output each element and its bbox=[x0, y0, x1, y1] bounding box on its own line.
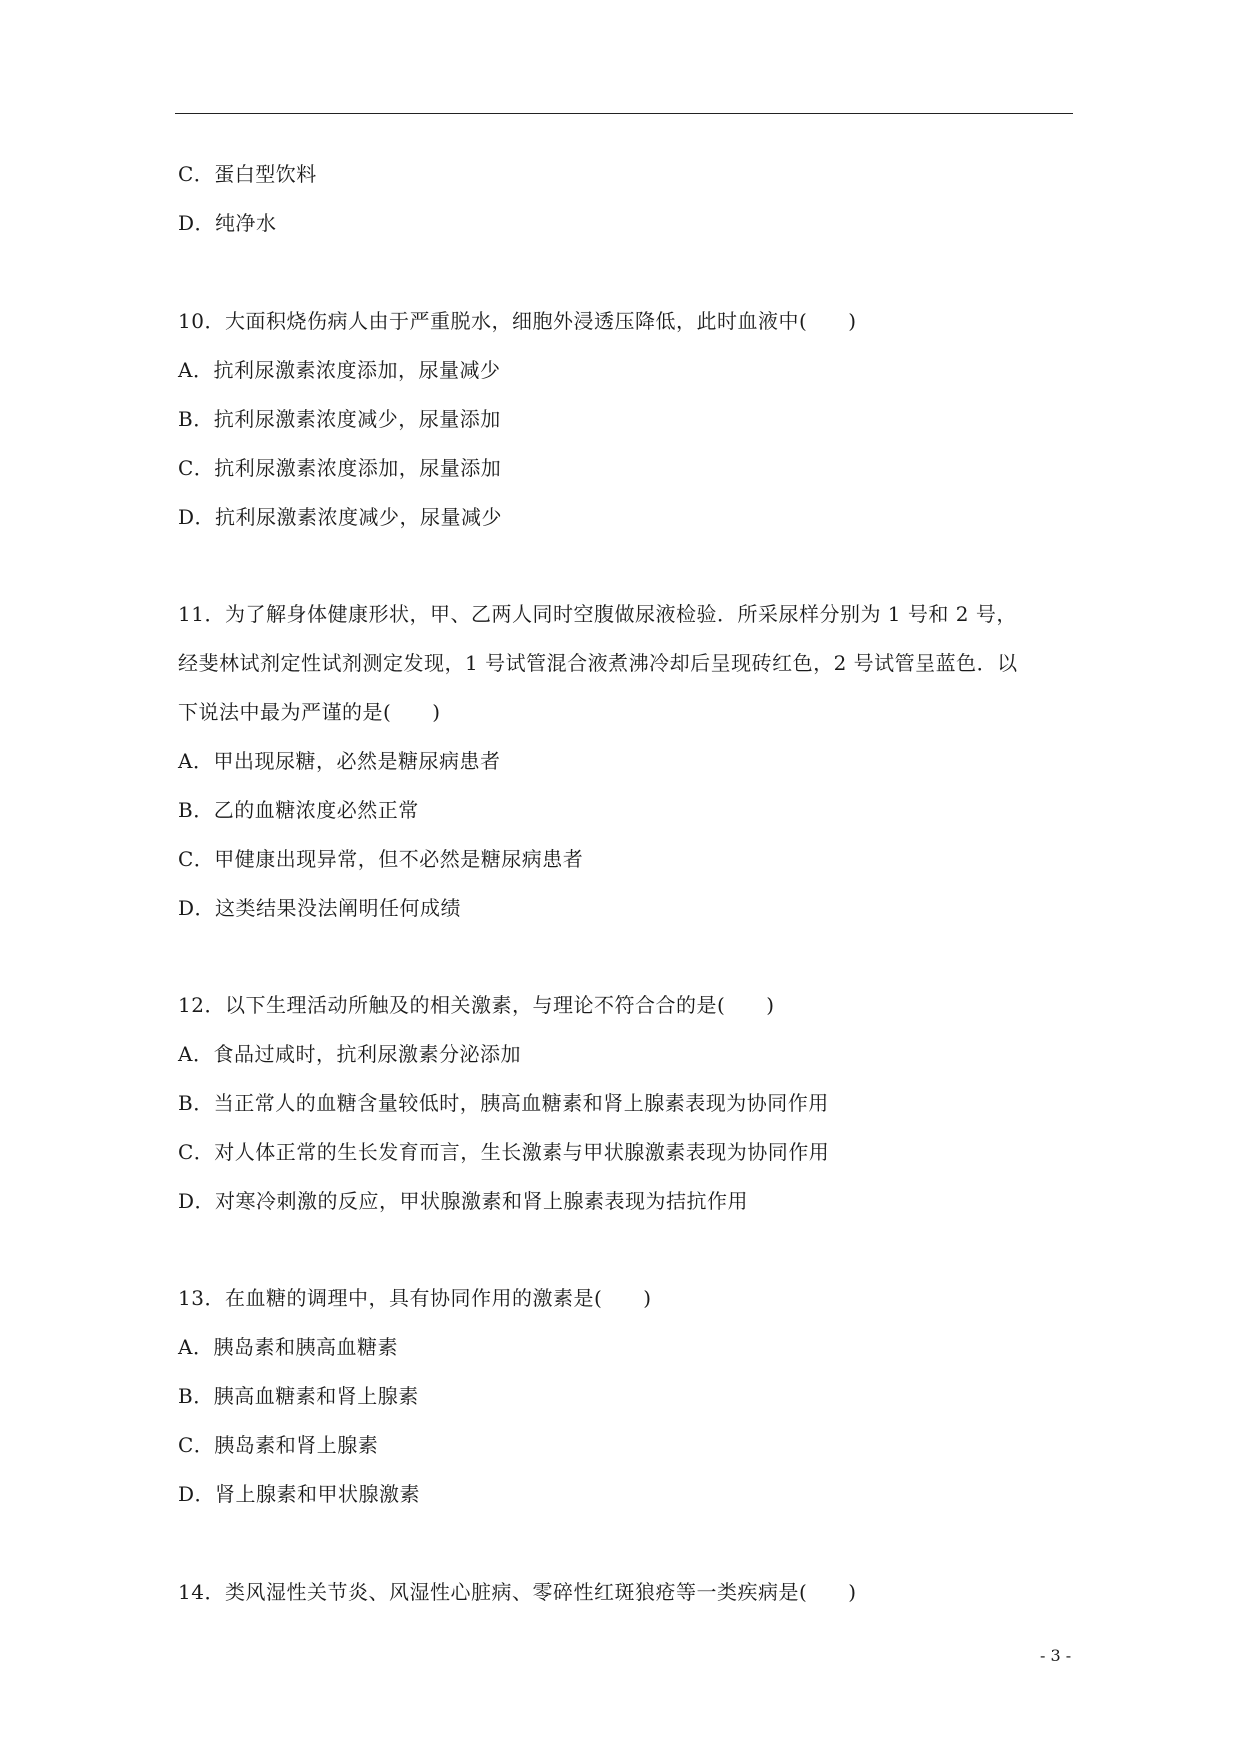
question-13-option-a: A．胰岛素和胰高血糖素 bbox=[178, 1335, 398, 1359]
page-number: - 3 - bbox=[1040, 1646, 1072, 1665]
question-11-option-d: D．这类结果没法阐明任何成绩 bbox=[178, 896, 462, 920]
option-d-previous: D．纯净水 bbox=[178, 211, 277, 235]
question-11-stem-line-3: 下说法中最为严谨的是( ) bbox=[178, 700, 441, 724]
question-10-option-a: A．抗利尿激素浓度添加，尿量减少 bbox=[178, 358, 501, 382]
header-rule bbox=[175, 113, 1073, 114]
question-12-option-b: B．当正常人的血糖含量较低时，胰高血糖素和肾上腺素表现为协同作用 bbox=[178, 1091, 829, 1115]
question-13-option-b: B．胰高血糖素和肾上腺素 bbox=[178, 1384, 419, 1408]
question-11-option-a: A．甲出现尿糖，必然是糖尿病患者 bbox=[178, 749, 501, 773]
question-13-option-d: D．肾上腺素和甲状腺激素 bbox=[178, 1482, 421, 1506]
question-13-stem: 13．在血糖的调理中，具有协同作用的激素是( ) bbox=[178, 1286, 652, 1310]
question-12-option-d: D．对寒冷刺激的反应，甲状腺激素和肾上腺素表现为拮抗作用 bbox=[178, 1189, 749, 1213]
question-12-stem: 12．以下生理活动所触及的相关激素，与理论不符合合的是( ) bbox=[178, 993, 775, 1017]
question-11-stem-line-2: 经斐林试剂定性试剂测定发现，1 号试管混合液煮沸冷却后呈现砖红色，2 号试管呈蓝色．以 bbox=[178, 651, 1018, 675]
question-11-option-c: C．甲健康出现异常，但不必然是糖尿病患者 bbox=[178, 847, 584, 871]
question-11-option-b: B．乙的血糖浓度必然正常 bbox=[178, 798, 419, 822]
question-11-stem-line-1: 11．为了解身体健康形状，甲、乙两人同时空腹做尿液检验．所采尿样分别为 1 号和 2 号， bbox=[178, 602, 1017, 626]
question-10-option-b: B．抗利尿激素浓度减少，尿量添加 bbox=[178, 407, 501, 431]
question-12-option-a: A．食品过咸时，抗利尿激素分泌添加 bbox=[178, 1042, 521, 1066]
option-c-previous: C．蛋白型饮料 bbox=[178, 162, 317, 186]
question-14-stem: 14．类风湿性关节炎、风湿性心脏病、零碎性红斑狼疮等一类疾病是( ) bbox=[178, 1580, 857, 1604]
question-10-option-d: D．抗利尿激素浓度减少，尿量减少 bbox=[178, 505, 503, 529]
question-10-stem: 10．大面积烧伤病人由于严重脱水，细胞外浸透压降低，此时血液中( ) bbox=[178, 309, 857, 333]
question-10-option-c: C．抗利尿激素浓度添加，尿量添加 bbox=[178, 456, 502, 480]
question-13-option-c: C．胰岛素和肾上腺素 bbox=[178, 1433, 379, 1457]
question-12-option-c: C．对人体正常的生长发育而言，生长激素与甲状腺激素表现为协同作用 bbox=[178, 1140, 830, 1164]
